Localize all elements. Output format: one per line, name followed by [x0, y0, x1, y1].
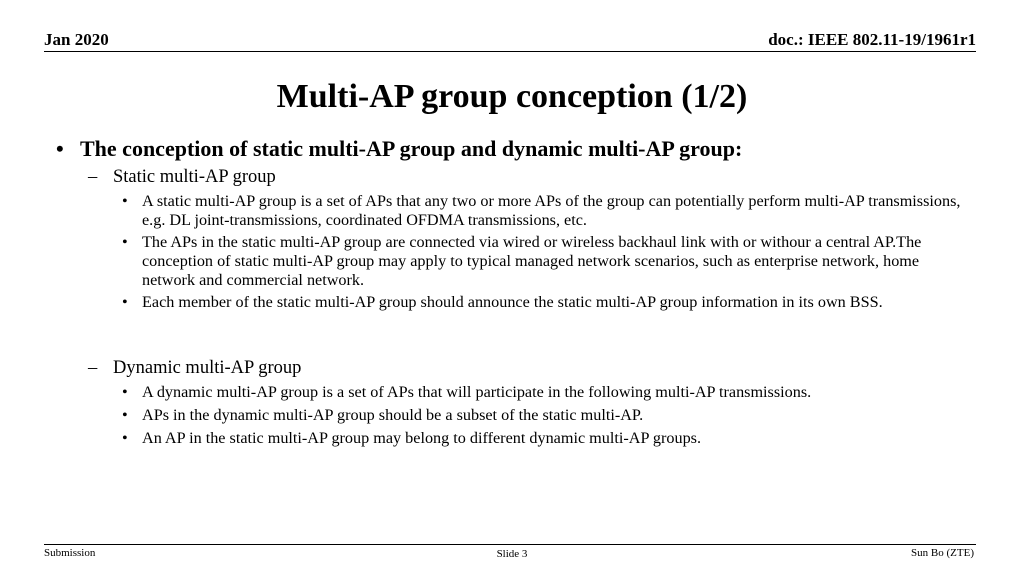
list-item: [122, 233, 972, 290]
bullet-dot-icon: •: [122, 429, 128, 447]
list-item: [122, 429, 972, 448]
bullet-dot-icon: •: [122, 383, 128, 401]
slide-title: Multi-AP group conception (1/2): [276, 78, 748, 115]
list-item-text: A static multi-AP group is a set of APs that any two or more APs of the group can potentially perform multi-AP transmissions, e.g. DL joint-transmissions, coordinated OFDMA transmissions, etc.: [142, 192, 961, 229]
main-bullet-text: The conception of static multi-AP group and dynamic multi-AP group:: [80, 136, 743, 161]
list-item-text: The APs in the static multi-AP group are connected via wired or wireless backhaul link with or withour a central AP.The conception of static multi-AP group may apply to typical managed network scenarios, such as enterprise network, home network and commercial network.: [142, 233, 922, 289]
list-item-text: Each member of the static multi-AP group should announce the static multi-AP group information in its own BSS.: [142, 293, 883, 311]
bullet-dot-icon: •: [122, 233, 128, 251]
footer-author: Sun Bo (ZTE): [911, 547, 974, 559]
bullet-dot-icon: •: [122, 406, 128, 424]
list-item: [122, 192, 972, 230]
bullet-dot-icon: •: [122, 192, 128, 210]
list-item-text: An AP in the static multi-AP group may belong to different dynamic multi-AP groups.: [142, 429, 702, 447]
footer-submission: Submission: [44, 547, 96, 559]
bullet-dash-icon: –: [88, 358, 98, 378]
header-divider: [44, 51, 976, 52]
list-item: [122, 293, 972, 312]
list-item-text: A dynamic multi-AP group is a set of APs that will participate in the following multi-AP transmissions.: [142, 383, 812, 401]
header-date: Jan 2020: [44, 30, 109, 49]
list-item: [122, 406, 972, 425]
main-bullet: [56, 136, 986, 162]
list-item-text: APs in the dynamic multi-AP group should be a subset of the static multi-AP.: [142, 406, 644, 424]
header-doc-id: doc.: IEEE 802.11-19/1961r1: [768, 30, 976, 49]
list-item: [122, 383, 972, 402]
bullet-dash-icon: –: [88, 167, 98, 187]
bullet-dot-icon: •: [56, 136, 64, 161]
footer-slide-number: Slide 3: [496, 548, 528, 560]
bullet-dot-icon: •: [122, 293, 128, 311]
section-heading-text: Static multi-AP group: [113, 167, 276, 187]
footer-divider: [44, 544, 976, 545]
section-heading-static: [88, 166, 968, 188]
section-heading-dynamic: [88, 357, 968, 379]
section-heading-text: Dynamic multi-AP group: [113, 358, 302, 378]
